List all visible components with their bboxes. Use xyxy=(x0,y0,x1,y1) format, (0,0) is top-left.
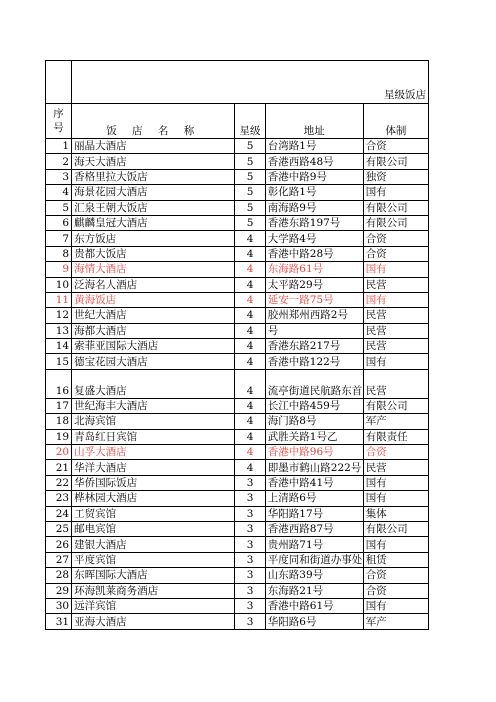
cell-address: 长江中路459号 xyxy=(265,398,363,413)
cell-no: 1 xyxy=(46,139,72,154)
cell-type: 合资 xyxy=(363,445,428,460)
cell-name: 世纪大酒店 xyxy=(72,308,235,323)
cell-no: 3 xyxy=(46,169,72,184)
cell-name: 华侨国际饭店 xyxy=(72,475,235,490)
table-row xyxy=(46,475,429,490)
table-row xyxy=(46,246,429,261)
cell-address: 东海路21号 xyxy=(265,583,363,598)
cell-type: 军产 xyxy=(363,614,428,629)
cell-star: 4 xyxy=(235,277,265,292)
header-name: 饭 店 名 称 xyxy=(72,104,235,139)
cell-type: 国有 xyxy=(363,537,428,552)
cell-star: 4 xyxy=(235,323,265,338)
cell-type: 有限责任 xyxy=(363,429,428,444)
cell-address: 武胜关路1号乙 xyxy=(265,429,363,444)
table-row xyxy=(46,460,429,475)
cell-star: 4 xyxy=(235,308,265,323)
table-row xyxy=(46,231,429,246)
cell-name: 亚海大酒店 xyxy=(72,614,235,629)
cell-name: 桦林园大酒店 xyxy=(72,491,235,506)
cell-address: 海门路8号 xyxy=(265,414,363,429)
cell-name: 德宝花园大酒店 xyxy=(72,354,235,369)
cell-type: 有限公司 xyxy=(363,215,428,230)
cell-no: 27 xyxy=(46,552,72,567)
cell-star: 5 xyxy=(235,215,265,230)
table-row xyxy=(46,414,429,429)
cell-address: 号 xyxy=(265,323,363,338)
cell-name: 青岛红日宾馆 xyxy=(72,429,235,444)
table-row xyxy=(46,398,429,413)
cell-name: 东方饭店 xyxy=(72,231,235,246)
cell-no: 22 xyxy=(46,475,72,490)
cell-star: 4 xyxy=(235,354,265,369)
cell-no: 2 xyxy=(46,154,72,169)
cell-address: 贵州路71号 xyxy=(265,537,363,552)
cell-type: 合资 xyxy=(363,583,428,598)
hotel-table xyxy=(45,60,429,630)
cell-type: 国有 xyxy=(363,491,428,506)
cell-star: 5 xyxy=(235,169,265,184)
table-row xyxy=(46,429,429,444)
cell-no: 10 xyxy=(46,277,72,292)
cell-address: 香港中路9号 xyxy=(265,169,363,184)
cell-star: 4 xyxy=(235,339,265,354)
cell-no: 29 xyxy=(46,583,72,598)
cell-name: 华洋大酒店 xyxy=(72,460,235,475)
cell-address: 胶州郑州西路2号 xyxy=(265,308,363,323)
caption-row xyxy=(46,87,429,104)
cell-type: 民营 xyxy=(363,339,428,354)
cell-type: 有限公司 xyxy=(363,398,428,413)
table-row xyxy=(46,445,429,460)
cell-no: 12 xyxy=(46,308,72,323)
cell-name: 山孚大酒店 xyxy=(72,445,235,460)
cell-star: 3 xyxy=(235,614,265,629)
cell-no: 5 xyxy=(46,200,72,215)
cell-address: 南海路9号 xyxy=(265,200,363,215)
table-row xyxy=(46,521,429,536)
cell-type: 国有 xyxy=(363,475,428,490)
table-row xyxy=(46,339,429,354)
cell-name: 香格里拉大饭店 xyxy=(72,169,235,184)
cell-address: 即墨市鹤山路222号 xyxy=(265,460,363,475)
cell-name: 海天大酒店 xyxy=(72,154,235,169)
cell-no: 18 xyxy=(46,414,72,429)
cell-star: 3 xyxy=(235,583,265,598)
cell-no: 14 xyxy=(46,339,72,354)
table-row xyxy=(46,568,429,583)
cell-type: 民营 xyxy=(363,308,428,323)
cell-type: 国有 xyxy=(363,262,428,277)
cell-star: 5 xyxy=(235,185,265,200)
cell-star: 4 xyxy=(235,398,265,413)
cell-no: 7 xyxy=(46,231,72,246)
cell-address: 香港中路28号 xyxy=(265,246,363,261)
table-row xyxy=(46,491,429,506)
table-row xyxy=(46,323,429,338)
cell-no: 13 xyxy=(46,323,72,338)
cell-no: 30 xyxy=(46,598,72,613)
cell-address: 山东路39号 xyxy=(265,568,363,583)
cell-no: 26 xyxy=(46,537,72,552)
cell-name: 黄海饭店 xyxy=(72,292,235,307)
header-star: 星级 xyxy=(235,104,265,139)
cell-no: 28 xyxy=(46,568,72,583)
table-row xyxy=(46,354,429,369)
cell-no: 17 xyxy=(46,398,72,413)
cell-name: 平度宾馆 xyxy=(72,552,235,567)
cell-name: 世纪海丰大酒店 xyxy=(72,398,235,413)
cell-star: 3 xyxy=(235,475,265,490)
cell-no: 19 xyxy=(46,429,72,444)
header-address: 地址 xyxy=(265,104,363,139)
cell-star: 3 xyxy=(235,552,265,567)
cell-star: 5 xyxy=(235,139,265,154)
table-row xyxy=(46,537,429,552)
table-row xyxy=(46,598,429,613)
table-row xyxy=(46,614,429,629)
header-type: 体制 xyxy=(363,104,428,139)
table-row xyxy=(46,506,429,521)
cell-type: 国有 xyxy=(363,354,428,369)
cell-type: 合资 xyxy=(363,139,428,154)
cell-star: 4 xyxy=(235,445,265,460)
table-row xyxy=(46,308,429,323)
cell-address: 台湾路1号 xyxy=(265,139,363,154)
cell-name: 远洋宾馆 xyxy=(72,598,235,613)
cell-address: 太平路29号 xyxy=(265,277,363,292)
cell-address: 香港西路48号 xyxy=(265,154,363,169)
table-row xyxy=(46,154,429,169)
cell-star: 4 xyxy=(235,262,265,277)
table-row xyxy=(46,583,429,598)
cell-type: 独资 xyxy=(363,169,428,184)
cell-star: 3 xyxy=(235,506,265,521)
table-row xyxy=(46,292,429,307)
blank-cell xyxy=(46,87,72,104)
blank-cell xyxy=(46,61,72,88)
cell-name: 工贸宾馆 xyxy=(72,506,235,521)
table-row xyxy=(46,169,429,184)
cell-name: 邮电宾馆 xyxy=(72,521,235,536)
cell-name: 索菲亚国际大酒店 xyxy=(72,339,235,354)
cell-type: 合资 xyxy=(363,231,428,246)
cell-no: 9 xyxy=(46,262,72,277)
cell-name: 复盛大酒店 xyxy=(72,369,235,398)
table-row xyxy=(46,369,429,398)
cell-type: 军产 xyxy=(363,414,428,429)
cell-type: 合资 xyxy=(363,568,428,583)
cell-address: 东海路61号 xyxy=(265,262,363,277)
cell-name: 海都大酒店 xyxy=(72,323,235,338)
cell-address: 延安一路75号 xyxy=(265,292,363,307)
cell-star: 4 xyxy=(235,460,265,475)
table-row xyxy=(46,277,429,292)
cell-type: 租赁 xyxy=(363,552,428,567)
cell-star: 4 xyxy=(235,429,265,444)
cell-no: 20 xyxy=(46,445,72,460)
cell-type: 有限公司 xyxy=(363,521,428,536)
cell-star: 5 xyxy=(235,200,265,215)
cell-address: 华阳路6号 xyxy=(265,614,363,629)
blank-cell xyxy=(72,61,429,88)
cell-address: 流亭街道民航路东首 xyxy=(265,369,363,398)
cell-address: 香港中路96号 xyxy=(265,445,363,460)
cell-address: 香港东路217号 xyxy=(265,339,363,354)
cell-star: 3 xyxy=(235,537,265,552)
header-no-text: 序号 xyxy=(53,108,64,134)
cell-address: 平度同和街道办事处 xyxy=(265,552,363,567)
cell-star: 5 xyxy=(235,154,265,169)
cell-star: 4 xyxy=(235,246,265,261)
table-row xyxy=(46,185,429,200)
cell-type: 民营 xyxy=(363,369,428,398)
cell-name: 环海凯莱商务酒店 xyxy=(72,583,235,598)
header-row xyxy=(46,104,429,139)
cell-no: 8 xyxy=(46,246,72,261)
cell-type: 集体 xyxy=(363,506,428,521)
cell-no: 31 xyxy=(46,614,72,629)
cell-star: 4 xyxy=(235,231,265,246)
cell-no: 4 xyxy=(46,185,72,200)
table-row xyxy=(46,552,429,567)
cell-type: 民营 xyxy=(363,277,428,292)
cell-address: 大学路4号 xyxy=(265,231,363,246)
cell-address: 上清路6号 xyxy=(265,491,363,506)
cell-name: 海情大酒店 xyxy=(72,262,235,277)
cell-no: 25 xyxy=(46,521,72,536)
cell-star: 3 xyxy=(235,521,265,536)
cell-name: 东晖国际大酒店 xyxy=(72,568,235,583)
cell-no: 15 xyxy=(46,354,72,369)
cell-star: 4 xyxy=(235,292,265,307)
cell-address: 香港东路197号 xyxy=(265,215,363,230)
cell-name: 丽晶大酒店 xyxy=(72,139,235,154)
table-row xyxy=(46,139,429,154)
cell-type: 合资 xyxy=(363,246,428,261)
cell-type: 有限公司 xyxy=(363,200,428,215)
cell-type: 有限公司 xyxy=(363,154,428,169)
cell-name: 汇泉王朝大饭店 xyxy=(72,200,235,215)
cell-address: 彰化路1号 xyxy=(265,185,363,200)
cell-name: 建银大酒店 xyxy=(72,537,235,552)
cell-star: 3 xyxy=(235,491,265,506)
cell-address: 香港中路41号 xyxy=(265,475,363,490)
cell-name: 麒麟皇冠大酒店 xyxy=(72,215,235,230)
cell-type: 民营 xyxy=(363,323,428,338)
cell-type: 国有 xyxy=(363,292,428,307)
cell-type: 国有 xyxy=(363,598,428,613)
cell-no: 6 xyxy=(46,215,72,230)
cell-address: 香港中路61号 xyxy=(265,598,363,613)
cell-name: 北海宾馆 xyxy=(72,414,235,429)
table-row xyxy=(46,262,429,277)
table-row xyxy=(46,200,429,215)
cell-no: 23 xyxy=(46,491,72,506)
cell-name: 海景花园大酒店 xyxy=(72,185,235,200)
cell-no: 11 xyxy=(46,292,72,307)
cell-type: 民营 xyxy=(363,460,428,475)
cell-no: 16 xyxy=(46,369,72,398)
table-top-row xyxy=(46,61,429,88)
cell-address: 香港西路87号 xyxy=(265,521,363,536)
cell-star: 3 xyxy=(235,568,265,583)
cell-address: 华阳路17号 xyxy=(265,506,363,521)
cell-address: 香港中路122号 xyxy=(265,354,363,369)
cell-name: 贵都大饭店 xyxy=(72,246,235,261)
cell-star: 3 xyxy=(235,598,265,613)
cell-star: 4 xyxy=(235,369,265,398)
cell-star: 4 xyxy=(235,414,265,429)
cell-name: 泛海名人酒店 xyxy=(72,277,235,292)
header-no xyxy=(46,104,72,139)
table-caption: 星级饭店 xyxy=(72,87,429,104)
cell-no: 21 xyxy=(46,460,72,475)
cell-type: 国有 xyxy=(363,185,428,200)
cell-no: 24 xyxy=(46,506,72,521)
table-row xyxy=(46,215,429,230)
